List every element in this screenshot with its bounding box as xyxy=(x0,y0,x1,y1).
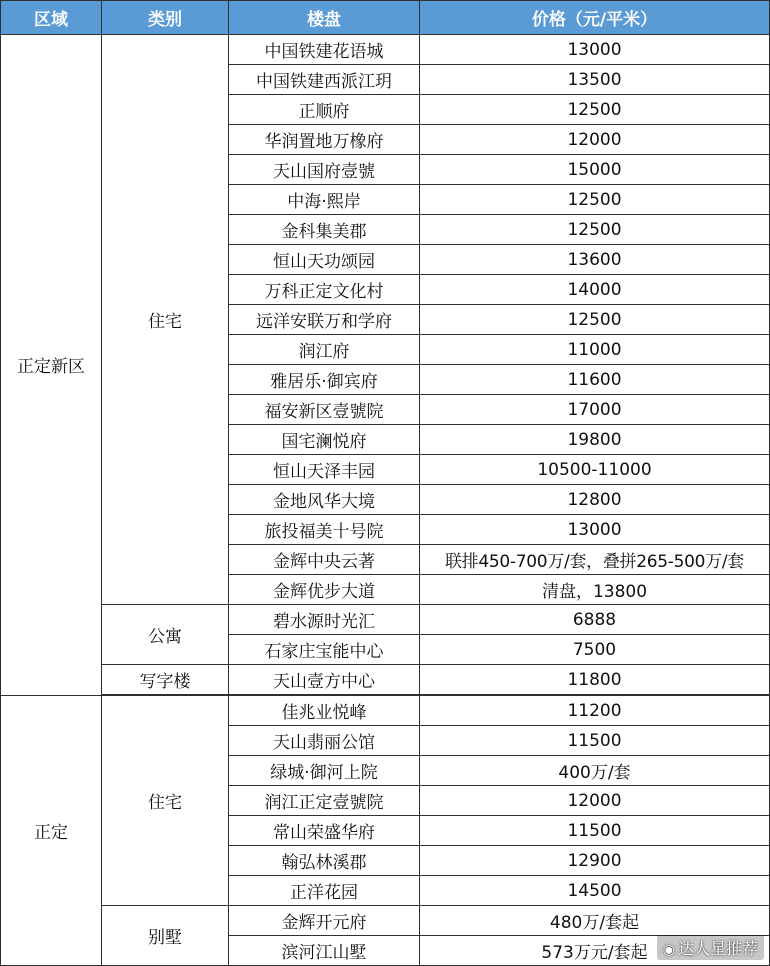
project-cell: 中国铁建西派江玥 xyxy=(229,65,420,95)
project-cell: 金辉优步大道 xyxy=(229,575,420,605)
project-cell: 滨河江山墅 xyxy=(229,936,420,966)
price-cell: 13000 xyxy=(420,35,770,65)
table-row xyxy=(1,35,770,65)
price-cell: 17000 xyxy=(420,395,770,425)
price-cell: 11800 xyxy=(420,665,770,696)
price-cell: 13600 xyxy=(420,245,770,275)
project-cell: 万科正定文化村 xyxy=(229,275,420,305)
project-cell: 远洋安联万和学府 xyxy=(229,305,420,335)
category-cell: 住宅 xyxy=(102,695,229,906)
project-cell: 恒山天泽丰园 xyxy=(229,455,420,485)
price-cell: 清盘，13800 xyxy=(420,575,770,605)
header-category: 类别 xyxy=(102,1,229,35)
project-cell: 金辉开元府 xyxy=(229,906,420,936)
table-row xyxy=(1,906,770,936)
price-cell: 11200 xyxy=(420,695,770,726)
price-cell: 12500 xyxy=(420,95,770,125)
project-cell: 碧水源时光汇 xyxy=(229,605,420,635)
category-cell: 住宅 xyxy=(102,35,229,605)
project-cell: 金辉中央云著 xyxy=(229,545,420,575)
project-cell: 金地风华大境 xyxy=(229,485,420,515)
price-cell: 14000 xyxy=(420,275,770,305)
region-cell: 正定新区 xyxy=(1,35,102,696)
price-cell: 573万元/套起 xyxy=(420,936,770,966)
project-cell: 天山翡丽公馆 xyxy=(229,726,420,756)
price-cell: 12900 xyxy=(420,846,770,876)
header-project: 楼盘 xyxy=(229,1,420,35)
project-cell: 旅投福美十号院 xyxy=(229,515,420,545)
price-cell: 10500-11000 xyxy=(420,455,770,485)
table-row xyxy=(1,665,770,696)
project-cell: 天山国府壹號 xyxy=(229,155,420,185)
weibo-icon: ◉ xyxy=(662,942,675,958)
project-cell: 正洋花园 xyxy=(229,876,420,906)
project-cell: 中海·熙岸 xyxy=(229,185,420,215)
table-row xyxy=(1,695,770,726)
project-cell: 金科集美郡 xyxy=(229,215,420,245)
category-cell: 写字楼 xyxy=(102,665,229,696)
price-cell: 11600 xyxy=(420,365,770,395)
price-cell: 12800 xyxy=(420,485,770,515)
price-cell: 13000 xyxy=(420,515,770,545)
project-cell: 润江府 xyxy=(229,335,420,365)
price-cell: 14500 xyxy=(420,876,770,906)
price-cell: 11500 xyxy=(420,726,770,756)
project-cell: 润江正定壹號院 xyxy=(229,786,420,816)
price-cell: 11500 xyxy=(420,816,770,846)
price-cell: 7500 xyxy=(420,635,770,665)
price-cell: 11000 xyxy=(420,335,770,365)
project-cell: 雅居乐·御宾府 xyxy=(229,365,420,395)
price-cell: 13500 xyxy=(420,65,770,95)
header-price: 价格（元/平米） xyxy=(420,1,770,35)
price-cell: 480万/套起 xyxy=(420,906,770,936)
price-cell: 15000 xyxy=(420,155,770,185)
project-cell: 国宅澜悦府 xyxy=(229,425,420,455)
region-cell: 正定 xyxy=(1,695,102,966)
project-cell: 石家庄宝能中心 xyxy=(229,635,420,665)
project-cell: 天山壹方中心 xyxy=(229,665,420,696)
project-cell: 常山荣盛华府 xyxy=(229,816,420,846)
project-cell: 翰弘林溪郡 xyxy=(229,846,420,876)
project-cell: 华润置地万橡府 xyxy=(229,125,420,155)
project-cell: 中国铁建花语城 xyxy=(229,35,420,65)
price-cell: 400万/套 xyxy=(420,756,770,786)
project-cell: 恒山天功颂园 xyxy=(229,245,420,275)
category-cell: 公寓 xyxy=(102,605,229,665)
header-region: 区域 xyxy=(1,1,102,35)
price-cell: 19800 xyxy=(420,425,770,455)
project-cell: 绿城·御河上院 xyxy=(229,756,420,786)
table-row xyxy=(1,605,770,635)
price-cell: 12000 xyxy=(420,125,770,155)
price-cell: 12500 xyxy=(420,215,770,245)
price-cell: 12000 xyxy=(420,786,770,816)
watermark xyxy=(657,935,764,960)
price-cell: 12500 xyxy=(420,305,770,335)
price-cell: 12500 xyxy=(420,185,770,215)
watermark-text: 达人星推荐 xyxy=(677,939,758,958)
price-cell: 6888 xyxy=(420,605,770,635)
header-row xyxy=(1,1,770,35)
project-cell: 佳兆业悦峰 xyxy=(229,695,420,726)
price-cell: 联排450-700万/套，叠拼265-500万/套 xyxy=(420,545,770,575)
project-cell: 福安新区壹號院 xyxy=(229,395,420,425)
project-cell: 正顺府 xyxy=(229,95,420,125)
category-cell: 别墅 xyxy=(102,906,229,966)
